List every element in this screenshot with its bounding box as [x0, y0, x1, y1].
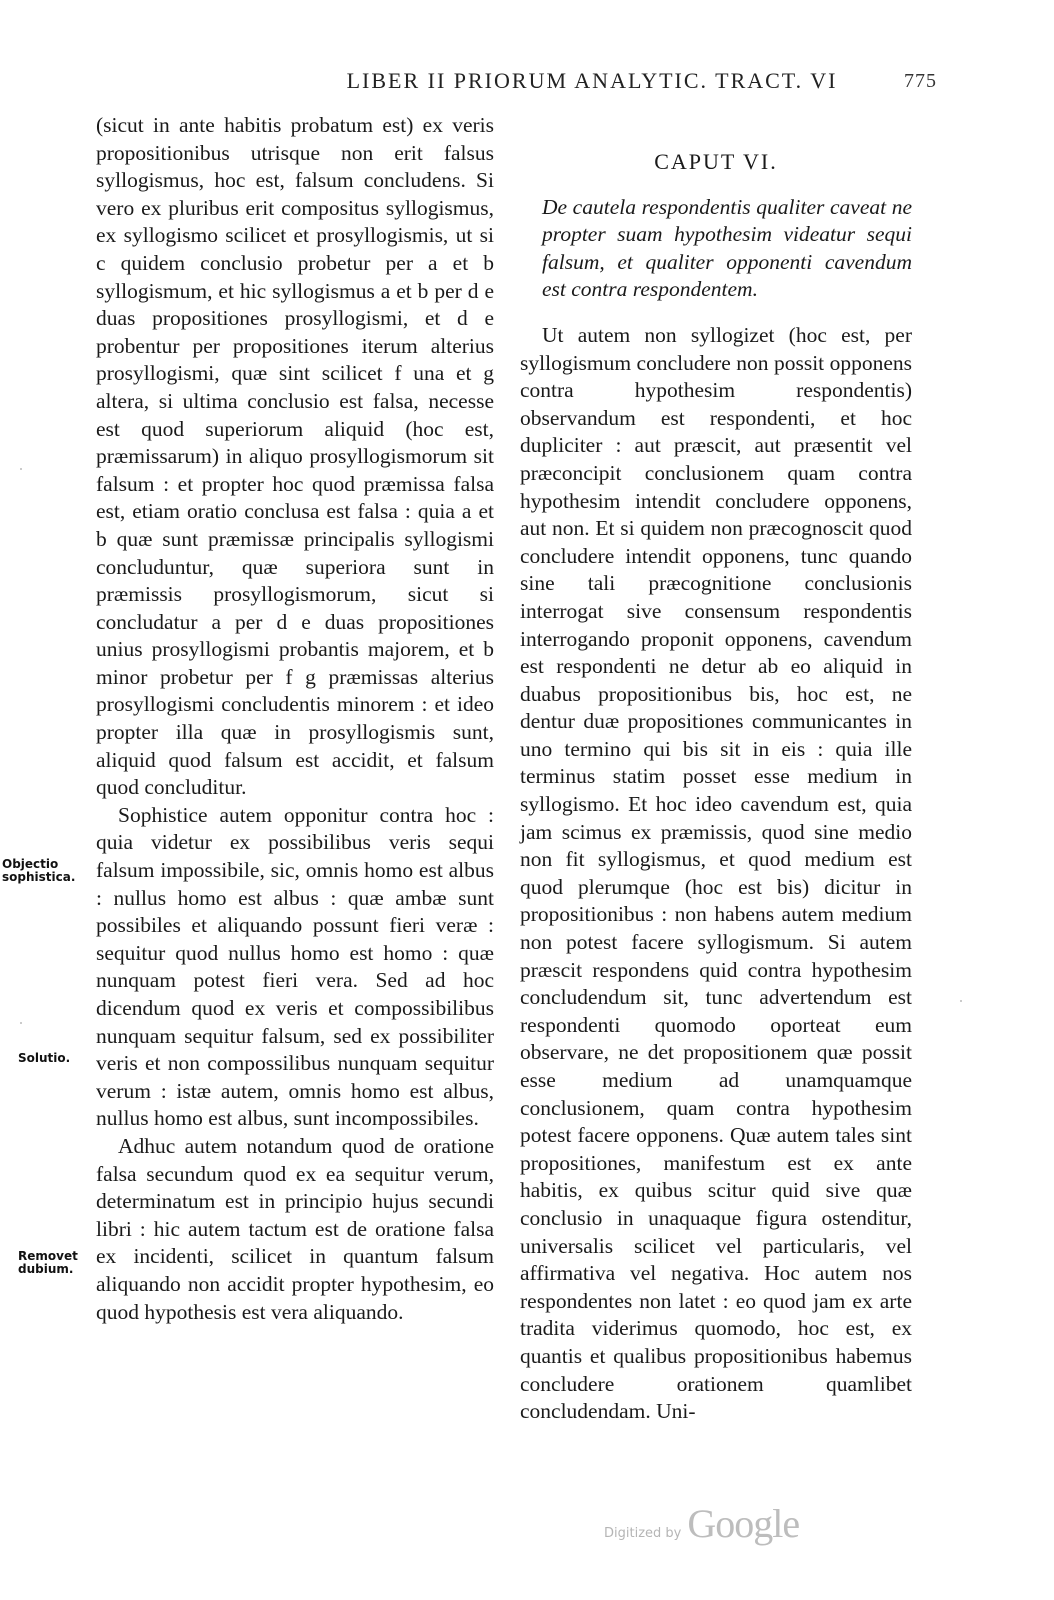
chapter-title: CAPUT VI. [654, 149, 778, 174]
scan-speck [960, 1000, 962, 1002]
left-column [96, 112, 494, 1326]
left-paragraph-3: Adhuc autem notandum quod de oratione falsa secundum quod ex ea sequitur verum, determinatum est in principio hujus secundi libri : hic autem tactum est de oratione falsa ex incidenti, scilicet in quantum falsum aliquando non accidit propter hypothesim, eo quod hypothesis est vera aliquando. [96, 1133, 494, 1324]
margin-note-solutio: Solutio. [18, 1051, 71, 1065]
left-paragraph-1: (sicut in ante habitis probatum est) ex veris propositionibus utrisque non erit falsus syllogismus, hoc est, falsum concludens. Si vero ex pluribus erit compositus syllogismus, ex syllogismo scilicet et prosyllogismis, ut si c quidem conclusio probetur per a et b syllogismum, et hic syllogismus a et b per d e duas propositiones prosyllogismi, et d e probentur per propositiones iterum alterius prosyllogismi, quæ sint scilicet f una et g altera, si ultima conclusio est falsa, necesse est quod superiorum aliquid (hoc est, præmissarum) in aliquo prosyllogismorum sit falsum : et propter hoc quod præmissa falsa est, etiam oratio conclusa est falsa : quia a et b quæ sunt præmissæ principalis syllogismi concluduntur, quæ superiora sunt in præmissis prosyllogismorum, sicut si concludatur a per d e duas propositiones unius prosyllogismi probantis majorem, et b minor probetur per f g præmissas alterius prosyllogismi concludentis minorem : et ideo propter illa quæ in prosyllogismis sunt, aliquid quod falsum est accidit, et falsum quod concluditur. [96, 113, 494, 800]
margin-note-objectio: Objectio sophistica. [2, 857, 76, 884]
scan-speck [20, 1022, 22, 1024]
page-number: 775 [904, 70, 937, 92]
running-title: LIBER II PRIORUM ANALYTIC. TRACT. VI [346, 68, 838, 93]
google-logo: Google [687, 1501, 800, 1546]
digitized-label: Digitized by [604, 1526, 682, 1541]
digitized-watermark [604, 1500, 799, 1547]
margin-note-removet: Removet dubium. [18, 1249, 78, 1276]
right-column [520, 112, 912, 1426]
chapter-summary: De cautela respondentis qualiter caveat ne propter suam hypothesim videatur sequi falsum, et qualiter opponenti cavendum est contra respondentem. [542, 194, 912, 302]
right-paragraph: Ut autem non syllogizet (hoc est, per syllogismum concludere non possit opponens contra hypothesim respondentis) observandum est respondenti, et hoc dupliciter : aut præscit, aut præsentit vel præconcipit conclusionem quam contra hypothesim intendit concludere opponens, aut non. Et si quidem non præcognoscit quod concludere intendit opponens, tunc quando sine tali præcognitione conclusionis interrogat sive consensum respondentis interrogando proponit opponens, cavendum est respondenti ne detur ab eo aliquid in duabus propositionibus bis, hoc est, ne dentur duæ propositiones communicantes in uno termino qui bis sit in eis : quia ille terminus statim posset esse medium in syllogismo. Et hoc ideo cavendum est, quia jam scimus ex præmissis, quod sine medio non fit syllogismus, et quod medium est quod plerumque (hoc est bis) dicitur in propositionibus : non habens autem medium non potest facere syllogismum. Si autem præscit respondens quid contra hypothesim concludendum sit, tunc advertendum est respondenti quomodo oporteat eum observare, ne det propositionem quæ possit esse medium ad unamquamque conclusionem, quam contra hypothesim potest facere opponens. Quæ autem tales sint propositiones, manifestum est ex ante habitis, ex quibus scitur quid sive quæ conclusio in unaquaque figura ostenditur, universalis scilicet vel particularis, vel affirmativa vel negativa. Hoc autem nos respondentes non latet : eo quod jam ex arte tradita viderimus quomodo, hoc est, ex quantis et qualibus propositionibus habemus concludere orationem quamlibet concludendam. Uni- [520, 322, 912, 1424]
scan-speck [20, 468, 22, 470]
left-paragraph-2: Sophistice autem opponitur contra hoc : quia videtur ex possibilibus veris sequi falsum impossibile, sic, omnis homo est albus : nullus homo est albus : quæ ambæ sunt possibiles et aliquando possunt fieri veræ : sequitur quod nullus homo est homo : quæ nunquam potest fieri vera. Sed ad hoc dicendum quod ex veris et compossibilibus nunquam sequitur falsum, sed ex possibiliter veris et non compossilibus nunquam sequitur verum : istæ autem, omnis homo est albus, nullus homo est albus, sunt incompossibiles. [96, 802, 494, 1131]
